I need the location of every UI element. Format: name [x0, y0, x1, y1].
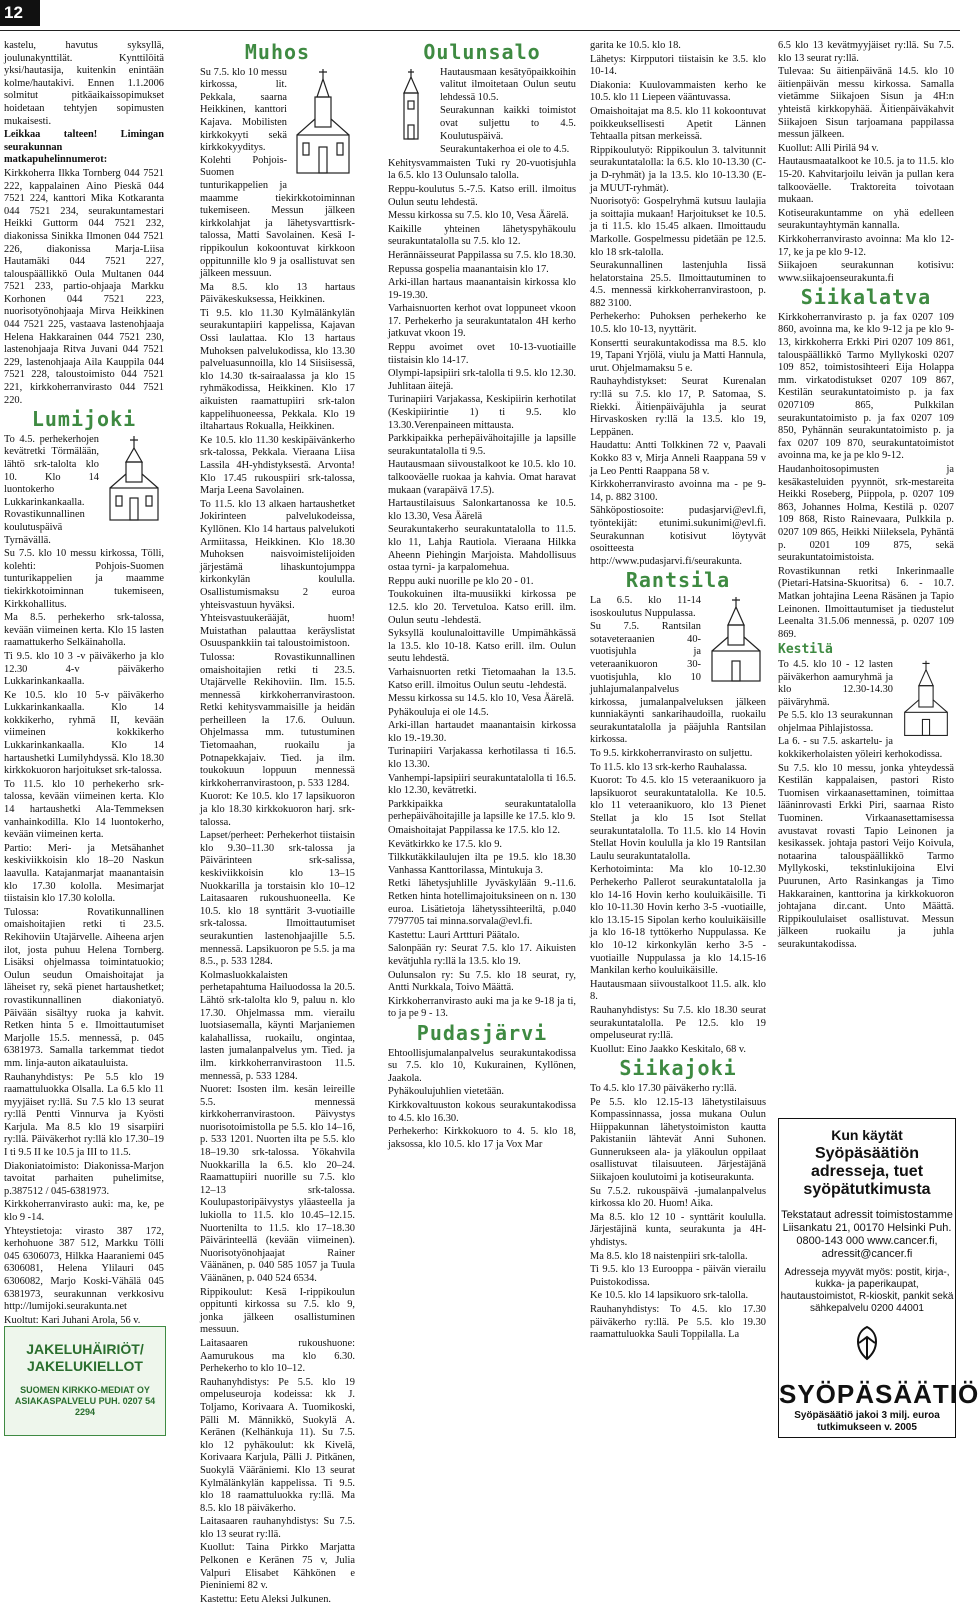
muhos-families: Lapset/perheet: Perhekerhot tiistaisin klo 9.30–11.30 srk-talossa ja Päivärinteen srk-salissa, keskiviikkoisin klo 13–15 Nuokkarilla ja torstaisin klo 10–12 Laitasaaren rukoushuoneella. Ke 10.5. klo 18 synttärit 3-vuotiaille srk-talossa. Ilmoittautumiset seurakuntien lastenohjaajille 5.5. mennessä. Lapsikuoron pe 5.5. ja ma 8.5., p. 533 1284.	[200, 830, 355, 968]
siikalatva-grave-care: Haudanhoitosopimusten ja kesäkasteluiden pyynnöt, srk-mestareita Heikki Roseberg, Piippola, p. 0207 109 863, Johannes Holma, Kestilä p. 0207 109 868, Risto Rainevaara, Pulkkila p. 0207 109 865, Heikki Niileksela, Pyhäntä p. 0201 109 875, sekä seurakuntatoimistoista.	[778, 464, 954, 564]
oulunsalo-item-27: Vanhempi-lapsipiiri seurakuntatalolla ti 16.5. klo 12.30, kevätretki.	[388, 772, 576, 797]
kestila-item-2: Pe 5.5. klo 13 seurakunnan ohjelmaa Pihlajistossa.	[778, 710, 893, 734]
rantsila-choirs: Kuorot: To 4.5. klo 15 veteraanikuoro ja lapsikuorot seurakuntatalolla. Ke 10.5. klo 11 veteraanikuoro, klo 13 Pienet Stellat ja klo 15 Isot Stellat seurakuntatalolla. To 11.5. klo 14 Hovin Stellat Hovin koululla ja klo 19 Rantsilan Laulu seurakuntatalolla.	[590, 775, 766, 862]
siikajoki-cont-7: Siikajoen seurakunnan kotisivu: www.siikajoenseurakunta.fi	[778, 260, 954, 284]
top-rule	[0, 30, 960, 31]
lumijoki-wednesday: Ke 10.5. klo 10 5-v päiväkerho Lukkarinkankaalla. Klo 14 kokkikerho, ryhmä II, kevään viimeinen kokkikerho Lukkarinkankaalla. Klo 14 hartaushetki Lumilyhdyssä. Klo 18.30 kirkkokuoron harjoitukset srk-talossa.	[4, 689, 164, 777]
pudasjarvi-cont-3: Diakonia: Kuulovammaisten kerho ke 10.5. klo 11 Liepeen vääntuvassa.	[590, 79, 766, 104]
siikajoki-heading: Siikajoki	[619, 1056, 737, 1081]
column-siikalatva	[778, 40, 954, 1110]
oulunsalo-item-15: Parkkipaikka perhepäivähoitajille ja lapsille seurakuntatalolla ti 9.5.	[388, 433, 576, 457]
oulunsalo-item-17: Hartaustilaisuus Salonkartanossa ke 10.5. klo 13.30, Vesa Äärelä	[388, 498, 576, 522]
oulunsalo-item-9: Repussa gospelia maanantaisin klo 17.	[388, 263, 549, 275]
siikajoki-item-2: Pe 5.5. klo 12.15-13 lähetystilaisuus Kompassinnassa, jossa mukana Oulun Hiippakunnan lähetystoimiston kautta Pakistaniin lähtevät Anni Suhonen. Gunnerukseen ala- ja yläkoulun oppilaat osallistuvat tilaisuuteen. Järjestäjänä Siikajoen koulutoimi ja kotiseurakunta.	[590, 1096, 766, 1184]
oulunsalo-item-20: Toukokuinen ilta-muusiikki kirkossa pe 12.5. klo 20. Tervetuloa. Katso erill. ilm. Oulun seutu -lehdestä.	[388, 589, 576, 626]
siikajoki-cont-3: Kuollut: Alli Pirilä 94 v.	[778, 142, 879, 154]
siikalatva-trip: Rovastikunnan retki Inkerinmaalle (Pietari-Hatsina-Skuoritsa) 6. - 10.7. Matkan johtajina Leena Räsänen ja Tapio Leinonen. Ilmoittautumiset ja tiedustelut Leenalta 31.5.06 mennessä, p. 0207 109 869.	[778, 565, 954, 640]
lumijoki-heading: Lumijoki	[31, 407, 137, 432]
lumijoki-office-hours: Kirkkoherranvirasto auki: ma, ke, pe klo 9 -14.	[4, 1199, 164, 1224]
oulunsalo-item-11: Varhaisnuorten kerhot ovat loppuneet vkoon 17. Perhekerho ja seurakuntatalon 4H kerho jatkuvat vkoon 19.	[388, 303, 576, 340]
oulunsalo-item-8: Herännäisseurat Pappilassa su 7.5. klo 18.30.	[388, 249, 576, 261]
church-icon	[291, 67, 355, 177]
siikajoki-item-6: Ti 9.5. klo 13 Eurooppa - päivän vierailu Puistokodissa.	[590, 1264, 766, 1288]
oulunsalo-heading: Oulunsalo	[423, 40, 541, 64]
oulunsalo-item-23: Messu kirkossa su 14.5. klo 10, Vesa Äärelä.	[388, 693, 574, 705]
oulunsalo-item-5: Reppu-koulutus 5.-7.5. Katso erill. ilmoitus Oulun seutu lehdestä.	[388, 183, 576, 208]
oulunsalo-item-6: Messu kirkossa su 7.5. klo 10, Vesa Äärelä.	[388, 210, 569, 222]
muhos-sunday: Su 7.5. klo 10 messu kirkossa, lit. Pekkala, saarna Heikkinen, kanttori Kajava. Mobilisten kirkkokyyti sekä kirkkokyyditys. Kolehti Pohjois-Suomen tunturikappelien ja maamme tiekirkkotoiminnan tukemiseen. Messun jälkeen kirkkolahjat ja lähetysvarttisrk-talossa, Matti Savolainen. Kesä I-rippikoulun kokoontuvat kirkkoon oppitunnille klo 9 ja osallistuvat sen jälkeen messuun.	[200, 66, 355, 280]
muhos-heading: Muhos	[244, 40, 311, 64]
ad-lead: Kun käytät	[831, 1127, 903, 1143]
liminka-phones: Kirkkoherra Ilkka Tornberg 044 7521 222, kappalainen Aino Pieskä 044 7521 224, kanttori Mika Kotkaranta 044 7521 234, seurakuntamestari Heikki Guttorm 044 7521 232, diakonissa Sinikka Ilmonen 044 7521 226, diakonissa Marja-Liisa Hautamäki 044 7521 227, talouspäällikkö Oula Multanen 044 7521 233, partio-ohjaaja Markku Korhonen 044 7521 223, nuorisotyönohjaaja Mirva Heikkinen 044 7521 225, vastaava lastenohjaaja Helena Hakkarainen 044 7521 230, lastenohjaaja Ritva Juvani 044 7521 229, lastenohjaaja Aila Kauppila 044 7521 228, taloustoimisto 044 7521 221, kirkkoherranvirasto 044 7521 220.	[4, 167, 164, 406]
oulunsalo-item-26: Turinapiiri Varjakassa kerhotilassa ti 16.5. klo 13.30.	[388, 746, 576, 771]
siikajoki-item-4: Ma 8.5. klo 12 10 - synttärit koululla. Järjestäjinä kunta, seurakunta ja 4H-yhdistys.	[590, 1211, 766, 1249]
delivery-issues-title: JAKELUHÄIRIÖT/ JAKELUKIELLOT	[26, 1341, 144, 1374]
lumijoki-thursday: To 4.5. perhekerhojen kevätretki Törmälään, lähtö srk-talolta klo 10. Klo 14 luontokerho Lukkarinkankaalla. Rovastikunnallinen koulutuspäivä Tyrnävällä.	[4, 433, 99, 546]
lumijoki-thursday-2: To 11.5. klo 10 perhekerho srk-talossa, kevään viimeinen kerta. Klo 14 hartaushetki Ala-Temmeksen vanhainkodilla. Klo 14 luontokerho, kevään viimeinen kerta.	[4, 778, 164, 841]
oulunsalo-item-7: Kaikille yhteinen lähetyspyhäkoulu seurakuntatalolla su 7.5. klo 12.	[388, 223, 576, 248]
pudasjarvi-item-3: Kirkkovaltuuston kokous seurakuntakodissa to 4.5. klo 16.30.	[388, 1099, 576, 1124]
muhos-monday: Ma 8.5. klo 13 hartaus Päiväkeskuksessa, Heikkinen.	[200, 281, 355, 306]
siikalatva-offices: Kirkkoherranvirasto p. ja fax 0207 109 860, avoinna ma, ke klo 9-12 ja pe klo 9-13, kirkkoherra Erkki Piri 0207 109 861, talouspäällikkö Tarmo Myllykoski 0207 109 852, toimistosihteeri Eija Holappa mm. virkatodistukset 0207 109 867, Kestilän seurakuntatoimisto p. ja fax 0207109 865, Pulkkilan seurakuntatoimisto p. ja fax 0207 109 850, Pyhännän seurakuntatoimisto p. ja fax 0207 109 870, seurakuntatoimistot avoinna ma, ke ja pe klo 9-12.	[778, 311, 954, 462]
muhos-youth: Nuoret: Isosten ilm. kesän leireille 5.5. mennessä kirkkoherranvirastoon. Päivystys nuorisotoimistolla pe 5.5. klo 14–16, p. 533 1201. Nuorten ilta pe 5.5. klo 18–19.30 srk-talossa. Yökahvila Nuokkarilla la 6.5. klo 20–24. Raamattupiiri nuorille su 7.5. klo 12–13 srk-talossa. Koulupastoripäivystys yläasteella ja lukiolla to 11.5. klo 10.45–12.15. Nuortenilta to 11.5. klo 17–18.30 Päivärinteellä (kevään viimeinen). Nuorisotyönohjaajat Rainer Väänänen, p. 040 585 1057 ja Tuula Väänänen, p. 040 524 6534.	[200, 1084, 355, 1284]
oulunsalo-item-12: Reppu avoimet ovet 10-13-vuotiaille tiistaisin klo 14-17.	[388, 342, 576, 366]
oulunsalo-item-29: Omaishoitajat Pappilassa ke 17.5. klo 12.	[388, 825, 560, 837]
pudasjarvi-cont-8: Perhekerho: Puhoksen perhekerho ke 10.5. klo 10-13, nyyttärit.	[590, 311, 766, 336]
pudasjarvi-cont-13: Sähköpostiosoite: pudasjarvi@evl.fi, työntekijät: etunimi.sukunimi@evl.fi. Seurakunnan kotisivut löytyvät osoitteesta http://www.pudasjarvi.fi/seurakunta.	[590, 505, 766, 567]
rantsila-heading: Rantsila	[625, 568, 731, 593]
pudasjarvi-cont-10: Rauhayhdistykset: Seurat Kurenalan ry:llä su 7.5. klo 17, P. Satomaa, S. Riekki. Äitienpäiväjuhla ja seurat Hirvaskosken ry:llä la 13.5. klo 19, Leppänen.	[590, 376, 766, 438]
rantsila-item-4: To 11.5. klo 13 srk-kerho Rauhalassa.	[590, 761, 748, 773]
muhos-laitasaari: Laitasaaren rukoushuone: Aamurukous ma klo 6.30. Perhekerho to klo 10–12.	[200, 1337, 355, 1375]
muhos-tuesday: Ti 9.5. klo 11.30 Kylmälänkylän seurakuntapiiri kappelissa, Kajavan Ossi laulattaa. Klo 13 hartaus Muhoksen palvelukodissa, klo 13.30 palveluasunnoilla, klo 14 Siisiisessä, klo 14.30 tk-sairaalassa ja klo 15 ryhmäkodissa, Heikkinen. Klo 17 aikuisten raamattupiiri srk-talon kappelihuoneessa, Pekkala. Klo 19 iltahartaus Rokualla, Heikkinen.	[200, 307, 355, 433]
lumijoki-monday: Ma 8.5. perhekerho srk-talossa, kevään viimeinen kerta. Klo 15 lasten raamattukerho Selkäinaholla.	[4, 612, 164, 649]
pudasjarvi-cont-12: Kirkkoherranvirasto avoinna ma - pe 9-14, p. 882 3100.	[590, 479, 766, 503]
kestila-item-1: To 4.5. klo 10 - 12 lasten päiväkerhon aamuryhmä ja klo 12.30-14.30 päiväryhmä.	[778, 658, 893, 708]
siikajoki-item-7: Ke 10.5. klo 14 lapsikuoro srk-talolla.	[590, 1290, 749, 1302]
pudasjarvi-cont-9: Konsertti seurakuntakodissa ma 8.5. klo 19, Tapani Yrjölä, viulu ja Matti Hannula, urut. Ohjelmamaksu 5 e.	[590, 337, 766, 374]
oulunsalo-item-10: Arki-illan hartaus maanantaisin kirkossa klo 19-19.30.	[388, 277, 576, 301]
rantsila-clubs: Kerhotoiminta: Ma klo 10-12.30 Perhekerho Pallerot seurakuntatalolla ja klo 14-16 Hovin kerho kouluikäisille. Ti klo 10-11.30 Hovin kerho 3-5 -vuotiaille, klo 13.15-15 Sipolan kerho kouluikäisille ja klo 16-18 tyttökerho Nuppulassa. Ke klo 10-12 kirkonkylän kerho 3-5 -vuotiaille Nuppulassa ja klo 14.15-16 Mankilan kerho kouluikäisille.	[590, 864, 766, 977]
church-icon	[706, 595, 766, 685]
ad-brand: SYÖPÄSÄÄTIÖ	[779, 1379, 979, 1409]
oulunsalo-item-16: Hautausmaan siivoustalkoot ke 10.5. klo 10. talkooväelle ruokaa ja kahvia. Omat haravat mukaan (varapäivä 17.5).	[388, 459, 576, 496]
siikajoki-cont-4: Hautausmaatalkoot ke 10.5. ja to 11.5. klo 15-20. Kahvitarjoilu leivän ja pullan kera talkooväelle. Traktoreita toivotaan mukaan.	[778, 156, 954, 206]
delivery-issues-box	[4, 1326, 166, 1436]
lumijoki-deceased: Kuoltut: Kari Juhani Arola, 56 v.	[4, 1314, 141, 1326]
siikalatva-heading: Siikalatva	[800, 285, 932, 310]
oulunsalo-item-19: Reppu auki nuorille pe klo 20 - 01.	[388, 575, 534, 587]
page-number: 12	[0, 0, 40, 26]
oulunsalo-item-31: Tilkkutäkkilaulujen ilta pe 19.5. klo 18.30 Vanhassa Kanttorilassa, Mintukuja 3.	[388, 852, 576, 876]
muhos-confirmation: Rippikoulut: Kesä I-rippikoulun oppitunti kirkossa su 7.5. klo 9, jonka jälkeen osallistuminen messuun.	[200, 1286, 355, 1336]
siikajoki-item-3: Su 7.5.2. rukouspäivä -jumalanpalvelus kirkossa klo 20. Huom! Aika.	[590, 1185, 766, 1210]
lumijoki-peace-association: Rauhanyhdistys: Pe 5.5 klo 19 raamattuluokka Olsalla. La 6.5 klo 11 myyjäiset ry:llä. Su 7.5 klo 13 seurat ry:llä Pentti Vinnurva ja Kyösti Karjula. Ma 8.5 klo 19 sisarpiiri ry:llä. Päiväkerhot ry:llä klo 17.30–19 I ti 9.5 II ke 10.5 ja III to 11.5.	[4, 1071, 164, 1159]
siikajoki-item-1: To 4.5. klo 17.30 päiväkerho ry:llä.	[590, 1082, 737, 1094]
oulunsalo-offices-closed: Seurakunnan kaikki toimistot ovat suljettu to 4.5. Koulutuspäivä.	[440, 105, 576, 142]
muhos-peace-association: Rauhanyhdistys: Pe 5.5. klo 19 ompeluseuroja kodeissa: kk J. Toljamo, Korivaara A. Tuomikoski, Pälli M. Männikkö, Suokylä A. Keränen (Kelhänkuja 11). Su 7.5. klo 12 pyhäkoulut: kk Kivelä, Korivaara Karjula, Pälli J. Pitkänen, Suokylä Vääräniemi. Klo 13 seurat Kylmälänkylän kappelissa. Ti 9.5. klo 18 raamattuluokka ry:llä. Ma 8.5. klo 18 päiväkerho.	[200, 1376, 355, 1514]
pudasjarvi-cont-5: Rippikoulutyö: Rippikoulun 3. talvitunnit seurakuntatalolla: la 6.5. klo 10-13.30 (C- ja D-ryhmät) ja la 13.5. klo 10-13.30 (E- ja MUUT-ryhmät).	[590, 144, 766, 194]
ad-footer: Syöpäsäätiö jakoi 3 milj. euroa tutkimukseen v. 2005	[794, 1410, 940, 1433]
rantsila-peace-association: Rauhanyhdistys: Su 7.5. klo 18.30 seurat seurakuntatalolla. Pe 12.5. klo 19 ompeluseurat ry:llä.	[590, 1004, 766, 1042]
rantsila-item-3: To 9.5. kirkkoherranvirasto on suljettu.	[590, 748, 753, 760]
muhos-thursday: To 11.5. klo 13 alkaen hartaushetket Jokirinteen palvelukodeissa, Kyllönen. Klo 14 hartaus palvelukoti Armiitassa, Heikkinen. Klo 18.30 Muhoksen naisvoimistelijoiden järjestämä lihaskuntojumppa kirkonkylän koululla. Osallistumismaksu 2 euroa yhteisvastuun hyväksi.	[200, 498, 355, 611]
muhos-baptized: Kastettu: Eetu Aleksi Julkunen.	[200, 1593, 332, 1605]
oulunsalo-item-18: Seurakuntakerho seurakuntatalolla to 11.5. klo 11, Lahja Rautiola. Vieraana Hilkka Aheenn Piehingin Marjoista. Mahdollisuus ostaa tyrni- ja karpalomehua.	[388, 524, 576, 574]
cemetery-text: kastelu, havutus syksyllä, joulunakynttilät. Kynttilöitä yksi/hautasija, kuitenkin enintään kolme/hautakivi. Ennen 1.1.2006 solmitut pitkäaikaissopimukset hoidetaan tehtyjen sopimusten mukaisesti.	[4, 40, 164, 127]
column-oulunsalo	[388, 40, 576, 1436]
oulunsalo-item-30: Kevätkirkko ke 17.5. klo 9.	[388, 838, 502, 850]
pudasjarvi-heading: Pudasjärvi	[416, 1020, 548, 1045]
siikajoki-cont-2: Tulevaa: Su äitienpäivänä 14.5. klo 10 äitienpäivän messu kirkossa. Samalla vietämme Siikajoen Sisun ja 4H:n yhteistä kirkkopyhää. Äitienpäiväkahvit Siikajoen Sisun tarjoamana pappilassa messun jälkeen.	[778, 66, 954, 141]
muhos-third-graders: Kolmasluokkalaisten perhetapahtuma Hailuodossa la 20.5. Lähtö srk-talolta klo 9, paluu n. klo 17.30. Ohjelmassa mm. vierailu luotsiasemalla, käynti Marjaniemen kalahallissa, ruokailu, ongintaa, lasten jumalanpalvelus ym. Tied. ja ilm. kirkkoherranvirastoon 11.5. mennessä, p. 533 1284.	[200, 969, 355, 1082]
oulunsalo-item-13: Olympi-lapsipiiri srk-talolla ti 9.5. klo 12.30. Juhlitaan äitejä.	[388, 368, 576, 392]
rantsila-item-2: Su 7.5. Rantsilan sotaveteraanien 40-vuotisjuhla ja veteraanikuoron 30-vuotisjuhla, klo 10 juhlajumalanpalvelus kirkossa, jumalanpalveluksen jälkeen kunniakäynti sankarihaudoilla, ruokailu seurakuntatalolla ja pääjuhla Rantsilan kirkossa.	[590, 621, 766, 746]
pudasjarvi-item-4: Perhekerho: Kirkkokuoro to 4. 5. klo 18, jaksossa, klo 10.5. klo 17 ja Vox Mar	[388, 1126, 576, 1150]
pudasjarvi-cont-11: Haudattu: Antti Tolkkinen 72 v, Paavali Kokko 83 v, Mirja Anneli Raappana 59 v ja Leo Pentti Raappana 58 v.	[590, 440, 766, 477]
pudasjarvi-cont-4: Omaishoitajat ma 8.5. klo 11 kokoontuvat poikkeuksellisesti Apetit Lännen Tehtaalla pitsan merkeissä.	[590, 105, 766, 143]
cancer-foundation-logo-icon	[837, 1323, 897, 1363]
church-icon	[898, 659, 954, 739]
oulunsalo-item-24: Pyhäkouluja ei ole 14.5.	[388, 706, 489, 718]
pudasjarvi-cont-6: Nuorisotyö: Gospelryhmä kutsuu laulajia ja soittajia mukaan! Harjoitukset ke 10.5. ja ti 11.5. klo 15.45 alkaen. Ilmoittaudu Markolle. Gospelmessu pidetään pe 12.5. klo 18 srk-talolla.	[590, 196, 766, 258]
siikajoki-item-8: Rauhanyhdistys: To 4.5. klo 17.30 päiväkerho ry:llä. Pe 5.5. klo 19.30 raamattuluokka Sauli Toppilalla. La	[590, 1304, 766, 1341]
oulunsalo-item-22: Varhaisnuorten retki Tietomaahan la 13.5. Katso erill. ilmoitus Oulun seutu -lehdestä.	[388, 666, 576, 691]
muhos-wednesday: Ke 10.5. klo 11.30 keskipäivänkerho srk-talossa, Pekkala. Vieraana Liisa Lassila 4H-yhdistyksestä. Arvonta! Klo 17.45 rukouspiiri srk-talossa, Marja Leena Savolainen.	[200, 434, 355, 497]
pudasjarvi-item-1: Ehtoollisjumalanpalvelus seurakuntakodissa su 7.5. klo 10, Kukurainen, Kyllönen, Jaakola.	[388, 1047, 576, 1084]
church-icon	[104, 434, 164, 524]
oulunsalo-item-32: Retki lähetysjuhlille Jyväskylään 9.-11.6. Retken hinta hotellimajoituksineen on n. 130 euroa. Lisätietoja lähetyssihteeriltä, p.040 7797705 tai minna.sorvala@evl.fi.	[388, 878, 576, 928]
column-muhos	[200, 40, 355, 1605]
pudasjarvi-cont-1: garita ke 10.5. klo 18.	[590, 40, 681, 51]
oulunsalo-item-34: Salonpään ry: Seurat 7.5. klo 17. Aikuisten kevätjuhla ry:llä la 13.5. klo 19.	[388, 943, 576, 967]
siikajoki-cont-6: Kirkkoherranvirasto avoinna: Ma klo 12-17, ke ja pe klo 9-12.	[778, 233, 954, 258]
column-rantsila-siikajoki	[590, 40, 766, 1436]
oulunsalo-item-36: Kirkkoherranvirasto auki ma ja ke 9-18 ja ti, to ja pe 9 - 13.	[388, 995, 576, 1020]
rantsila-cemetery: Hautausmaan siivoustalkoot 11.5. alk. klo 8.	[590, 978, 766, 1003]
kestila-item-3: La 6. - su 7.5. askartelu- ja kokkikerholaisten yöleiri kerhokodissa.	[778, 736, 943, 761]
lumijoki-diaconia: Diakoniatoimisto: Diakonissa-Marjon tavoitat parhaiten puhelimitse, p.387512 / 045-6381973.	[4, 1160, 164, 1197]
muhos-laitasaari-peace: Laitasaaren rauhanyhdistys: Su 7.5. klo 13 seurat ry:llä.	[200, 1516, 355, 1540]
muhos-upcoming: Tulossa: Rovastikunnallinen omaishoitajien retki ti 23.5. Utajärvelle Rekihoviin. Ilm. 15.5. mennessä kirkkoherranvirastoon. Retki kehitysvammaisille ja heidän perheilleen la 17.6. Ouluun. Ohjelmassa mm. tutustuminen Tietomaahan, ruokailu ja Potnapekkajaiv. Tied. ja ilm. toukokuun loppuun mennessä kirkkoherranvirastoon, p. 533 1284.	[200, 651, 355, 789]
muhos-deceased: Kuollut: Taina Pirkko Marjatta Pelkonen e Keränen 75 v, Julia Valpuri Elisabet Kähkönen e Pieniniemi 82 v.	[200, 1542, 355, 1592]
ad-headline: Syöpäsäätiön adresseja, tuet syöpätutkimusta	[803, 1145, 931, 1198]
kestila-item-4: Su 7.5. klo 10 messu, jonka yhteydessä Kestilän kappalaisen, pastori Risto Tuomisen virkaanasettaminen, toimittaa lääninrovasti Erkki Piri, saarnaa Risto Tuominen. Virkaanasettamisessa avustavat rovasti Tapio Leinonen ja kesikassek. johtaja pastori Veijo Koivula, notaarina talouspäällikkö Tarmo Myllykoski, tekstinlukijoina Elvi Puurunen, Arto Rasinkangas ja Timo Hakkarainen, kanttorina ja kirkkokuoron johtajana dir.cant. Unto Määttä. Rippikoululaiset osallistuvat. Messun jälkeen ruokailu ja juhla seurakuntakodissa.	[778, 762, 954, 950]
oulunsalo-item-4: Kehitysvammaisten Tuki ry 20-vuotisjuhla la 6.5. klo 13 Oulunsalo talolla.	[388, 157, 576, 182]
oulunsalo-item-33: Kastettu: Lauri Arttturi Päätalo.	[388, 929, 520, 941]
oulunsalo-item-21: Syksyllä koulunaloittaville Umpimähkässä la 13.5. klo 10-18. Katso erill. ilm. Oulun seutu lehdestä.	[388, 628, 576, 665]
liminka-phones-heading: Leikkaa talteen! Limingan seurakunnan matkapuhelinnumerot:	[4, 129, 164, 166]
oulunsalo-item-3: Seurakuntakerhoa ei ole to 4.5.	[440, 144, 570, 156]
pudasjarvi-cont-7: Seurakunnallinen lastenjuhla Iissä helatorstaina 25.5. Ilmoittautuminen to 4.5. mennessä kirkkoherranvirastoon, p. 882 3100.	[590, 260, 766, 309]
oulunsalo-item-28: Parkkipaikka seurakuntatalolla perhepäivähoitajille ja lapsille ke 17.5. klo 9.	[388, 798, 576, 823]
lumijoki-sunday: Su 7.5. klo 10 messu kirkossa, Tölli, kolehti: Pohjois-Suomen tunturikappelien ja maamme tiekirkkotoiminnan tukemiseen, Kirkkohallitus.	[4, 548, 164, 610]
siikajoki-item-5: Ma 8.5. klo 18 naistenpiiri srk-talolla.	[590, 1250, 748, 1262]
muhos-collectors: Yhteisvastuukerääjät, huom! Muistathan palauttaa keräyslistat Osuuspankkiin tai taloustoimistoon.	[200, 613, 355, 650]
church-icon	[388, 67, 434, 143]
kestila-heading: Kestilä	[778, 642, 833, 658]
oulunsalo-item-25: Arki-illan hartaudet maanantaisin kirkossa klo 19.-19.30.	[388, 720, 576, 744]
delivery-issues-contact: SUOMEN KIRKKO-MEDIAT OY ASIAKASPALVELU PUH. 0207 54 2294	[14, 1385, 156, 1417]
rantsila-item-1: La 6.5. klo 11-14 isoskoulutus Nuppulassa.	[590, 594, 701, 619]
pudasjarvi-item-2: Pyhäkoulujuhlien vietetään.	[388, 1086, 505, 1098]
muhos-choirs: Kuorot: Ke 10.5. klo 17 lapsikuoron ja klo 18.30 kirkkokuoron harj. srk-talossa.	[200, 791, 355, 828]
cancer-foundation-ad	[778, 1118, 979, 1438]
oulunsalo-item-35: Oulunsalon ry: Su 7.5. klo 18 seurat, ry, Antti Nurkkala, Toivo Määttä.	[388, 969, 576, 994]
lumijoki-tuesday: Ti 9.5. klo 10 3 -v päiväkerho ja klo 12.30 4-v päiväkerho Lukkarinkankaalla.	[4, 650, 164, 688]
pudasjarvi-cont-2: Lähetys: Kirpputori tiistaisin ke 3.5. klo 10-14.	[590, 53, 766, 78]
siikajoki-cont-5: Kotiseurakuntamme on yhä edelleen seurakuntayhtymän kannalla.	[778, 207, 954, 232]
oulunsalo-summer-jobs: Hautausmaan kesätyöpaikkoihin valitut ilmoitetaan Oulun seutu lehdessä 10.5.	[440, 66, 576, 103]
siikajoki-cont-1: 6.5 klo 13 kevätmyyjäiset ry:llä. Su 7.5. klo 13 seurat ry:llä.	[778, 40, 954, 64]
lumijoki-upcoming: Tulossa: Rovatikunnallinen omaishoitajien retki ti 23.5. Rekihoviin Utajärvelle. Aiheena arjen ilot, josta puhuu Helena Tornberg. Lisäksi ohjelmassa toimintatuokio; Oulun seudun Omaishoitajat ja läheiset ry, sekä pienet hartaushetket; rovastikunnallinen diakoniatyö. Päivään sisältyy ruoka ja kahvit. Retken hinta 5 e. Ilmoittautumiset Marjolle 15.5. mennessä, p. 045 6381973. Samalla tarkemmat tiedot mm. linja-auton aikatauluista.	[4, 906, 164, 1069]
rantsila-deceased: Kuollut: Eino Jaakko Keskitalo, 68 v.	[590, 1043, 747, 1055]
lumijoki-contacts: Yhteystietoja: virasto 387 172, kerhohuone 387 512, Markku Tölli 045 6306073, Hilkka Haaraniemi 045 6306081, Helena Ylilauri 045 6306082, Marjo Koski-Vähälä 045 6381973, seurakunnan verkkosivu http://lumijoki.seurakunta.net	[4, 1225, 164, 1313]
ad-sellers: Adresseja myyvät myös: postit, kirja-, kukka- ja paperikaupat, hautaustoimistot, R-kioskit, pankit sekä sähkepalvelu 0200 44001	[780, 1267, 954, 1314]
column-lumijoki	[4, 40, 164, 1326]
oulunsalo-item-14: Turinapiiri Varjakassa, Keskipiirin kerhotilat (Keskipiirintie 1) ti 9.5. klo 13.30.Verenpaineen mittausta.	[388, 394, 576, 431]
ad-contact: Tekstataut adressit toimistostamme Liisankatu 21, 00170 Helsinki Puh. 0800-143 000 www.cancer.fi, adressit@cancer.fi	[781, 1209, 953, 1260]
lumijoki-scouts: Partio: Meri- ja Metsähanhet keskiviikkoisin klo 18–20 Naskun laavulla. Katajanmarjat maanantaisin klo 17.30 kololla. Mesimarjat tiistaisin klo 17.30 kololla.	[4, 842, 164, 905]
